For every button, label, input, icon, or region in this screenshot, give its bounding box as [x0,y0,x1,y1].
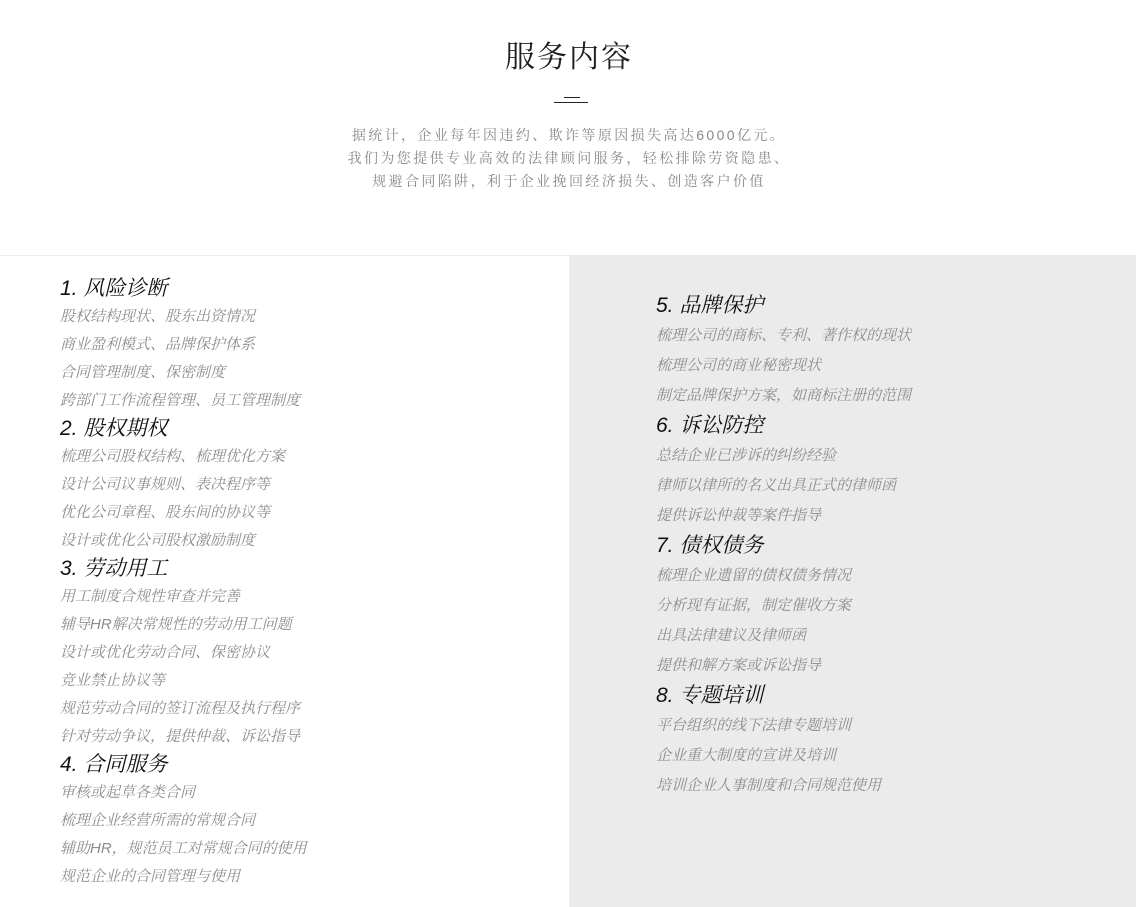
service-item: 规范劳动合同的签订流程及执行程序 [60,700,301,717]
service-group [60,751,307,891]
intro-text [0,124,1138,193]
service-item: 企业重大制度的宣讲及培训 [656,747,837,764]
service-item: 律师以律所的名义出具正式的律师函 [656,477,897,494]
service-item: 平台组织的线下法律专题培训 [656,717,852,734]
service-group [656,291,911,411]
service-item: 培训企业人事制度和合同规范使用 [656,777,882,794]
service-title: 6. 诉讼防控 [656,414,764,437]
service-item: 针对劳动争议，提供仲裁、诉讼指导 [60,728,301,745]
service-title: 4. 合同服务 [60,753,168,776]
service-title: 7. 债权债务 [656,534,764,557]
service-item: 用工制度合规性审查并完善 [60,588,241,605]
service-item: 规范企业的合同管理与使用 [60,868,241,885]
service-item: 提供和解方案或诉讼指导 [656,657,822,674]
service-item: 设计或优化劳动合同、保密协议 [60,644,271,661]
divider-short-line [564,97,580,98]
service-item: 总结企业已涉诉的纠纷经验 [656,447,837,464]
service-title: 3. 劳动用工 [60,557,168,580]
service-item: 合同管理制度、保密制度 [60,364,226,381]
service-item: 跨部门工作流程管理、员工管理制度 [60,392,301,409]
service-item: 梳理公司股权结构、梳理优化方案 [60,448,286,465]
page-title: 服务内容 [505,41,633,74]
service-item: 设计公司议事规则、表决程序等 [60,476,271,493]
service-item: 梳理企业遗留的债权债务情况 [656,567,852,584]
service-item: 制定品牌保护方案，如商标注册的范围 [656,387,912,404]
service-item: 梳理企业经营所需的常规合同 [60,812,256,829]
right-panel [569,255,1136,907]
service-group [60,415,307,555]
service-group [60,275,307,415]
title-divider [554,96,588,104]
intro-line: 据统计，企业每年因违约、欺诈等原因损失高达6000亿元。 [351,127,787,143]
service-item: 辅助HR，规范员工对常规合同的使用 [60,840,307,857]
service-item: 分析现有证据，制定催收方案 [656,597,852,614]
service-title: 5. 品牌保护 [656,294,764,317]
service-group [656,411,911,531]
service-group [656,681,911,801]
service-item: 优化公司章程、股东间的协议等 [60,504,271,521]
service-item: 审核或起草各类合同 [60,784,196,801]
service-item: 出具法律建议及律师函 [656,627,807,644]
service-item: 商业盈利模式、品牌保护体系 [60,336,256,353]
left-service-list [60,275,307,891]
service-item: 提供诉讼仲裁等案件指导 [656,507,822,524]
service-item: 设计或优化公司股权激励制度 [60,532,256,549]
service-title: 2. 股权期权 [60,417,168,440]
right-service-list [656,291,911,801]
intro-line: 我们为您提供专业高效的法律顾问服务，轻松排除劳资隐患、 [347,150,791,166]
intro-line: 规避合同陷阱，利于企业挽回经济损失、创造客户价值 [372,173,766,189]
service-item: 梳理公司的商业秘密现状 [656,357,822,374]
service-item: 股权结构现状、股东出资情况 [60,308,256,325]
left-panel [0,255,569,907]
service-title: 1. 风险诊断 [60,277,168,300]
service-item: 竞业禁止协议等 [60,672,166,689]
divider-long-line [554,102,588,103]
service-item: 梳理公司的商标、专利、著作权的现状 [656,327,912,344]
service-group [60,555,307,751]
service-title: 8. 专题培训 [656,684,764,707]
service-item: 辅导HR解决常规性的劳动用工问题 [60,616,292,633]
service-group [656,531,911,681]
header-section [0,0,1138,255]
